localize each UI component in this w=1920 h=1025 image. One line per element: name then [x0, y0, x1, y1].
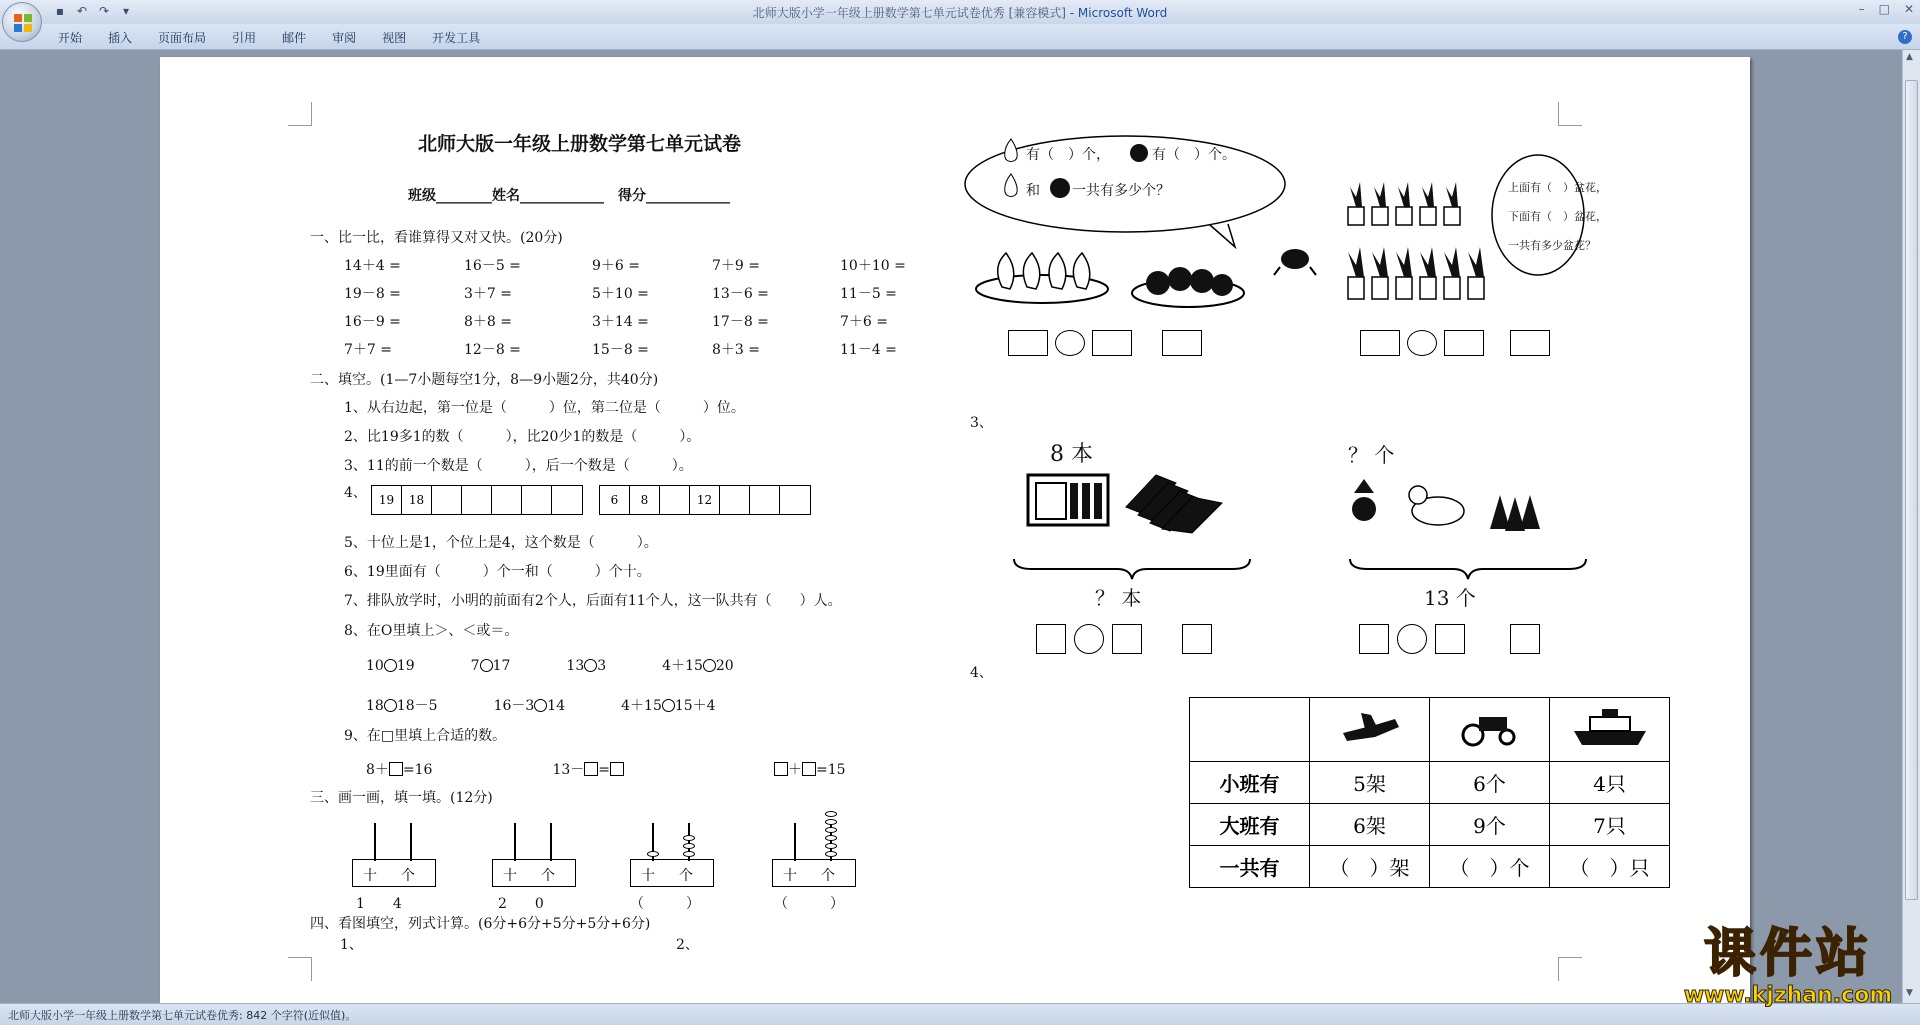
abacus-rod: [374, 823, 376, 861]
page-title: 北师大版一年级上册数学第七单元试卷: [418, 133, 742, 155]
calc-item: 16－9 =: [344, 314, 401, 330]
table-cell: 一共有: [1190, 846, 1310, 888]
calc-item: 15－8 =: [592, 342, 649, 358]
table-cell: （ ）个: [1430, 846, 1550, 888]
books-image: [1026, 467, 1246, 547]
bubble-text-1b: 有（ ）个。: [1152, 147, 1236, 163]
operator-circle[interactable]: [1397, 624, 1427, 654]
answer-box[interactable]: [1359, 624, 1389, 654]
abacus-bead: [683, 851, 695, 857]
abacus-bead: [683, 835, 695, 841]
abacus-bead: [647, 851, 659, 857]
abacus-frame: [772, 859, 856, 887]
ribbon: [0, 24, 1920, 50]
redo-icon[interactable]: ↷: [98, 4, 110, 18]
abacus-bead: [683, 843, 695, 849]
calc-item: 3＋14 =: [592, 314, 649, 330]
calc-item: 11－5 =: [840, 286, 897, 302]
calc-item: 9＋6 =: [592, 258, 640, 274]
tab-review[interactable]: 审阅: [332, 31, 357, 45]
operator-circle[interactable]: [1407, 330, 1437, 356]
table-cell: 大班有: [1190, 804, 1310, 846]
status-bar: [0, 1003, 1920, 1025]
answer-box[interactable]: [1510, 624, 1540, 654]
question-2: 2、比19多1的数（ ），比20少1的数是（ ）。: [344, 429, 701, 445]
window-title: 北师大版小学一年级上册数学第七单元试卷优秀 [兼容模式] - Microsoft Word: [752, 6, 1168, 20]
watermark-title: 课件站: [1703, 923, 1872, 984]
tab-insert[interactable]: 插入: [108, 31, 133, 45]
question-9: 9、在□里填上合适的数。: [344, 728, 507, 744]
problem-2-label: 2、: [676, 937, 699, 953]
seq-cell: 8: [630, 486, 660, 514]
question-4: 4、: [344, 485, 367, 501]
number-sequence-1: [371, 485, 583, 515]
operator-circle[interactable]: [1074, 624, 1104, 654]
answer-box[interactable]: [1092, 330, 1132, 356]
scroll-thumb[interactable]: [1905, 80, 1918, 900]
abacus-rod: [794, 823, 796, 861]
books-count-label: 8 本: [1050, 442, 1093, 467]
help-icon[interactable]: ?: [1898, 30, 1912, 44]
table-cell: 小班有: [1190, 762, 1310, 804]
seq-cell: [522, 486, 552, 514]
brace-icon: [1012, 557, 1252, 581]
table-row: [1190, 762, 1670, 804]
pear-icon: [1000, 137, 1022, 165]
seq-cell: [462, 486, 492, 514]
table-cell: 6个: [1430, 762, 1550, 804]
calc-item: 7＋7 =: [344, 342, 392, 358]
table-cell: （ ）架: [1310, 846, 1430, 888]
abacus-bead: [825, 851, 837, 857]
bubble-text-2b: 一共有多少个？: [1072, 183, 1170, 199]
margin-corner: [288, 957, 312, 981]
table-cell: 6架: [1310, 804, 1430, 846]
apple-plate-image: [1128, 257, 1248, 309]
office-button[interactable]: [2, 2, 42, 42]
problem-1-label: 1、: [340, 937, 363, 953]
customize-qat-icon[interactable]: ▾: [122, 4, 130, 18]
compare-row-1: 10 19 7 17 13 3 4＋15 20: [366, 658, 734, 674]
answer-box[interactable]: [1182, 624, 1212, 654]
seq-cell: 18: [402, 486, 432, 514]
question-7: 7、排队放学时，小明的前面有2个人，后面有11个人，这一队共有（ ）人。: [344, 593, 842, 609]
ship-icon: [1570, 705, 1650, 749]
margin-corner: [1558, 102, 1582, 126]
abacus-bead: [825, 819, 837, 825]
calc-item: 13－6 =: [712, 286, 769, 302]
seq-cell: [780, 486, 810, 514]
bug-image: [1270, 237, 1320, 277]
calc-item: 3＋7 =: [464, 286, 512, 302]
table-cell: 9个: [1430, 804, 1550, 846]
problem-3-label: 3、: [970, 415, 993, 431]
vegetables-image: [1340, 469, 1550, 549]
table-cell: [1550, 698, 1670, 762]
ribbon-tabs: [58, 29, 506, 46]
calc-item: 8＋3 =: [712, 342, 760, 358]
answer-box[interactable]: [1510, 330, 1550, 356]
question-6: 6、19里面有（ ）个一和（ ）个十。: [344, 564, 651, 580]
tab-developer[interactable]: 开发工具: [432, 31, 481, 45]
abacus-answer: 1 4: [356, 896, 402, 912]
office-logo-icon: [14, 14, 32, 32]
title-bar: [0, 0, 1920, 24]
save-icon[interactable]: ▪: [55, 4, 65, 18]
status-text: 北师大版小学一年级上册数学第七单元试卷优秀: 842 个字符(近似值)。: [8, 1009, 357, 1022]
tab-mailings[interactable]: 邮件: [282, 31, 307, 45]
apple-icon: [1128, 141, 1150, 163]
document-page[interactable]: [160, 57, 1750, 1003]
flower-text-2: 下面有（ ）盆花，: [1508, 210, 1607, 223]
answer-box[interactable]: [1444, 330, 1484, 356]
apple-icon: [1048, 175, 1072, 199]
tab-page-layout[interactable]: 页面布局: [158, 31, 207, 45]
abacus-answer: （ ）: [630, 896, 700, 912]
close-icon[interactable]: ✕: [1903, 2, 1914, 16]
watermark-url: www.kjzhan.com: [1683, 983, 1893, 1008]
scroll-down-icon[interactable]: ▼: [1906, 988, 1913, 998]
seq-cell: [660, 486, 690, 514]
calc-item: 17－8 =: [712, 314, 769, 330]
ones-label: 个: [541, 868, 555, 884]
calc-item: 19－8 =: [344, 286, 401, 302]
answer-box[interactable]: [1036, 624, 1066, 654]
tractor-icon: [1455, 705, 1525, 749]
operator-circle[interactable]: [1055, 330, 1085, 356]
calc-item: 8＋8 =: [464, 314, 512, 330]
section-4-heading: 四、看图填空，列式计算。(6分+6分+5分+5分+6分): [310, 916, 651, 932]
airplane-icon: [1335, 705, 1405, 749]
answer-box[interactable]: [1008, 330, 1048, 356]
question-5: 5、十位上是1，个位上是4，这个数是（ ）。: [344, 535, 658, 551]
bubble-text-1a: 有（ ）个，: [1026, 147, 1110, 163]
flower-text-1: 上面有（ ）盆花，: [1508, 181, 1607, 194]
scroll-up-icon[interactable]: ▲: [1906, 52, 1913, 62]
abacus-frame: [630, 859, 714, 887]
problem-4-label: 4、: [970, 665, 993, 681]
margin-corner: [1558, 957, 1582, 981]
abacus-bead: [825, 811, 837, 817]
seq-cell: 6: [600, 486, 630, 514]
seq-cell: [552, 486, 582, 514]
calc-item: 5＋10 =: [592, 286, 649, 302]
seq-cell: [750, 486, 780, 514]
answer-box[interactable]: [1435, 624, 1465, 654]
undo-icon[interactable]: ↶: [76, 4, 88, 18]
watermark: [1668, 925, 1908, 1008]
info-line: 班级________姓名____________ 得分____________: [408, 188, 730, 204]
abacus-answer: （ ）: [774, 896, 844, 912]
compare-row-2: 18 18－5 16－3 14 4＋15 15＋4: [366, 698, 716, 714]
ones-label: 个: [679, 868, 693, 884]
table-cell: 7只: [1550, 804, 1670, 846]
tab-home[interactable]: 开始: [58, 31, 83, 45]
maximize-icon[interactable]: □: [1878, 2, 1890, 16]
section-2-heading: 二、填空。(1—7小题每空1分，8—9小题2分，共40分): [310, 372, 659, 388]
table-row: [1190, 804, 1670, 846]
calc-item: 16－5 =: [464, 258, 521, 274]
abacus-rod: [550, 823, 552, 861]
tens-label: 十: [363, 868, 377, 884]
tab-references[interactable]: 引用: [232, 31, 257, 45]
window-controls: [1859, 2, 1914, 16]
vehicle-table: [1189, 697, 1670, 888]
seq-cell: [432, 486, 462, 514]
pear-icon: [1000, 172, 1022, 200]
question-3: 3、11的前一个数是（ ），后一个数是（ ）。: [344, 458, 693, 474]
bubble-text-2a: 和: [1026, 183, 1040, 199]
table-cell: （ ）只: [1550, 846, 1670, 888]
tens-label: 十: [503, 868, 517, 884]
table-cell: [1430, 698, 1550, 762]
answer-box[interactable]: [1162, 330, 1202, 356]
fill-row: 8＋ =16 13－ = ＋ =15: [366, 762, 846, 778]
seq-cell: [720, 486, 750, 514]
abacus-frame: [352, 859, 436, 887]
calc-item: 7＋6 =: [840, 314, 888, 330]
margin-corner: [288, 102, 312, 126]
seq-cell: 19: [372, 486, 402, 514]
vertical-scrollbar[interactable]: [1902, 50, 1920, 1003]
question-1: 1、从右边起，第一位是（ ）位，第二位是（ ）位。: [344, 400, 745, 416]
section-1-heading: 一、比一比，看谁算得又对又快。(20分): [310, 230, 563, 246]
abacus-bead: [825, 827, 837, 833]
document-workspace: [0, 50, 1902, 1003]
ones-label: 个: [401, 868, 415, 884]
abacus-rod: [410, 823, 412, 861]
abacus-bead: [825, 835, 837, 841]
number-sequence-2: [599, 485, 811, 515]
table-row: [1190, 846, 1670, 888]
question-8: 8、在O里填上＞、＜或＝。: [344, 623, 519, 639]
tab-view[interactable]: 视图: [382, 31, 407, 45]
calc-item: 12－8 =: [464, 342, 521, 358]
calc-item: 7＋9 =: [712, 258, 760, 274]
veg-total-label: 13 个: [1424, 586, 1476, 610]
tens-label: 十: [783, 868, 797, 884]
table-cell: [1310, 698, 1430, 762]
calc-item: 10＋10 =: [840, 258, 906, 274]
ones-label: 个: [821, 868, 835, 884]
minimize-icon[interactable]: –: [1858, 2, 1865, 16]
flower-text-3: 一共有多少盆花？: [1508, 239, 1596, 252]
tens-label: 十: [641, 868, 655, 884]
section-3-heading: 三、画一画，填一填。(12分): [310, 790, 493, 806]
veg-question-label: ？ 个: [1348, 443, 1395, 467]
answer-box[interactable]: [1112, 624, 1142, 654]
table-cell: [1190, 698, 1310, 762]
books-question-label: ？ 本: [1095, 586, 1142, 610]
abacus-rod: [514, 823, 516, 861]
table-cell: 4只: [1550, 762, 1670, 804]
abacus-answer: 2 0: [498, 896, 544, 912]
seq-cell: [492, 486, 522, 514]
seq-cell: 12: [690, 486, 720, 514]
table-row: [1190, 698, 1670, 762]
brace-icon: [1348, 557, 1588, 581]
abacus-bead: [825, 843, 837, 849]
pear-plate-image: [972, 247, 1112, 307]
abacus-frame: [492, 859, 576, 887]
calc-item: 11－4 =: [840, 342, 897, 358]
answer-box[interactable]: [1360, 330, 1400, 356]
table-cell: 5架: [1310, 762, 1430, 804]
calc-item: 14＋4 =: [344, 258, 401, 274]
